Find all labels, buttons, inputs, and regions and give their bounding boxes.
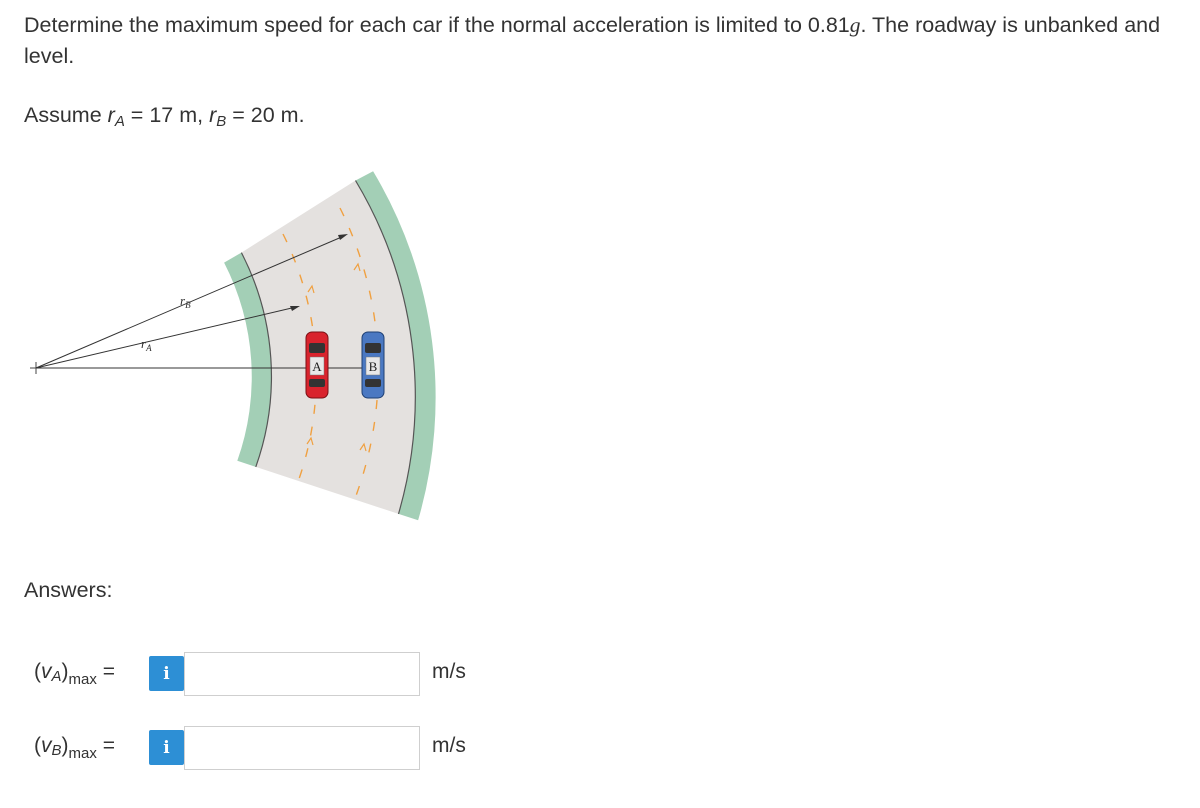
- info-icon[interactable]: i: [149, 730, 184, 765]
- question-g-symbol: g: [849, 13, 861, 37]
- answer-input-vb[interactable]: [184, 726, 420, 770]
- question-text: [24, 10, 1190, 72]
- question-prefix: Determine the maximum speed for each car if the normal acceleration is limited to 0.81: [24, 13, 850, 37]
- assume-ra-sub: A: [114, 113, 125, 130]
- assume-rb-symbol: r: [209, 103, 217, 127]
- car-b: [362, 332, 384, 398]
- assume-ra-symbol: r: [107, 103, 115, 127]
- unit-label-va: m/s: [432, 660, 466, 683]
- road-figure: [28, 168, 448, 558]
- car-a-label: A: [312, 359, 322, 374]
- unit-label-vb: m/s: [432, 734, 466, 757]
- assume-rb-value: = 20 m.: [226, 103, 305, 127]
- answers-heading: Answers:: [24, 578, 113, 602]
- radius-b-label: $r_B$: [180, 293, 191, 310]
- car-a: [306, 332, 328, 398]
- answer-label-vb: $(vB)_{max}$ =: [34, 734, 115, 762]
- question-suffix: . The roadway is unbanked and level.: [24, 13, 1161, 68]
- assume-ra-value: = 17 m,: [124, 103, 210, 127]
- answer-input-va[interactable]: [184, 652, 420, 696]
- assumption-text: [24, 103, 305, 130]
- assume-prefix: Assume: [24, 103, 108, 127]
- info-icon[interactable]: i: [149, 656, 184, 691]
- car-b-label: B: [368, 359, 378, 374]
- answer-label-va: $(vA)_{max}$ =: [34, 660, 115, 688]
- radius-a-label: $r_A$: [141, 336, 152, 353]
- assume-rb-sub: B: [216, 113, 227, 130]
